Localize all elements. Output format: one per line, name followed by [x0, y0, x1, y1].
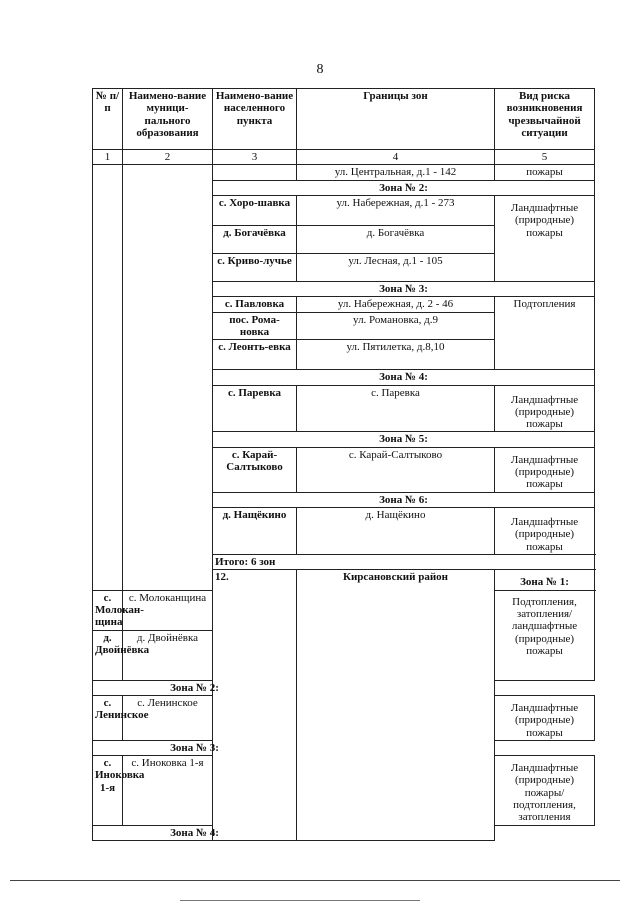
zone-title: Зона № 6:	[213, 492, 595, 507]
zone-title: Зона № 3:	[93, 740, 297, 755]
column-number: 1	[93, 150, 123, 165]
cell-settlement	[213, 165, 297, 180]
cell-settlement: с. Ленинское	[93, 695, 123, 740]
cell-settlement: с. Карай-Салтыково	[213, 447, 297, 492]
cell-border: ул. Набережная, д. 2 - 46	[297, 297, 495, 312]
header-settlement: Наимено-вание населенного пункта	[213, 89, 297, 150]
cell-border: ул. Центральная, д.1 - 142	[297, 165, 495, 180]
header-municipality: Наимено-вание муници-пального образования	[123, 89, 213, 150]
column-number: 2	[123, 150, 213, 165]
zone-title: Зона № 1:	[495, 570, 595, 590]
zone-title: Зона № 2:	[93, 680, 297, 695]
cell-no: 12.	[213, 570, 297, 841]
cell-border: ул. Лесная, д.1 - 105	[297, 253, 495, 281]
cell-settlement: с. Иноковка 1-я	[93, 756, 123, 826]
cell-border: д. Богачёвка	[297, 225, 495, 253]
cell-municipality	[123, 165, 213, 590]
cell-risk: Подтопления, затопления/ ландшафтные (природные) пожары	[495, 590, 595, 680]
zone-title: Зона № 3:	[213, 281, 595, 296]
column-number-row	[93, 150, 595, 165]
cell-settlement: с. Павловка	[213, 297, 297, 312]
cell-risk: Ландшафтные (природные) пожары	[495, 447, 595, 492]
cell-no	[93, 165, 123, 590]
cell-border: д. Нащёкино	[297, 508, 495, 555]
cell-settlement: д. Богачёвка	[213, 225, 297, 253]
cell-border: с. Молоканщина	[123, 590, 213, 630]
footer-rule	[180, 900, 420, 901]
cell-settlement: с. Криво-лучье	[213, 253, 297, 281]
page-number: 8	[316, 62, 324, 77]
header-risk: Вид риска возникновения чрезвычайной ситуации	[495, 89, 595, 150]
cell-risk: Ландшафтные (природные) пожары	[495, 508, 595, 555]
cell-risk: Ландшафтные (природные) пожары	[495, 385, 595, 432]
cell-border: с. Карай-Салтыково	[297, 447, 495, 492]
cell-border: с. Паревка	[297, 385, 495, 432]
header-no: № п/п	[93, 89, 123, 150]
cell-border: с. Ленинское	[123, 695, 213, 740]
cell-risk: Ландшафтные (природные) пожары/ подтопления, затопления	[495, 756, 595, 826]
column-number: 5	[495, 150, 595, 165]
zones-table	[92, 88, 595, 841]
cell-settlement: с. Молокан-щина	[93, 590, 123, 630]
cell-border: с. Иноковка 1-я	[123, 756, 213, 826]
cell-settlement: д. Двойнёвка	[93, 630, 123, 680]
cell-municipality: Кирсановский район	[297, 570, 495, 841]
cell-risk: пожары	[495, 165, 595, 180]
header-borders: Границы зон	[297, 89, 495, 150]
zone-title: Зона № 4:	[213, 370, 595, 385]
column-number: 4	[297, 150, 495, 165]
cell-risk: Подтопления	[495, 297, 595, 370]
cell-border: ул. Пятилетка, д.8,10	[297, 340, 495, 370]
total-label: Итого: 6 зон	[213, 555, 595, 570]
zone-title: Зона № 5:	[213, 432, 595, 447]
cell-border: ул. Набережная, д.1 - 273	[297, 195, 495, 225]
footer-rule	[10, 880, 620, 881]
cell-border: ул. Романовка, д.9	[297, 312, 495, 340]
zone-title: Зона № 4:	[93, 826, 297, 841]
cell-settlement: пос. Рома-новка	[213, 312, 297, 340]
zone-title: Зона № 2:	[213, 180, 595, 195]
table-row	[93, 165, 595, 180]
cell-settlement: с. Паревка	[213, 385, 297, 432]
header-row	[93, 89, 595, 150]
cell-risk: Ландшафтные (природные) пожары	[495, 695, 595, 740]
column-number: 3	[213, 150, 297, 165]
cell-risk: Ландшафтные (природные) пожары	[495, 195, 595, 281]
cell-border: д. Двойнёвка	[123, 630, 213, 680]
cell-settlement: с. Леонть-евка	[213, 340, 297, 370]
cell-settlement: с. Хоро-шавка	[213, 195, 297, 225]
cell-settlement: д. Нащёкино	[213, 508, 297, 555]
